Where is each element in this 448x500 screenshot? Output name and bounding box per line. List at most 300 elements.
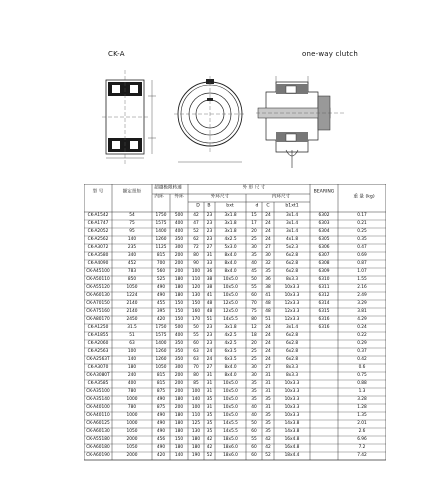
cell-D: 63: [193, 348, 199, 354]
cell-bearing: 6312: [318, 292, 330, 298]
cell-model: CK-A2562: [87, 236, 109, 242]
cell-torque: 1050: [126, 444, 138, 450]
cell-speed-inner: 875: [156, 388, 166, 394]
cell-speed-inner: 1260: [155, 236, 167, 242]
cell-D: 100: [191, 404, 201, 410]
cell-B: 31: [206, 372, 213, 378]
cell-B: 23: [206, 340, 213, 346]
cell-speed-outer: 150: [174, 316, 184, 322]
cell-D: 90: [193, 260, 199, 266]
cell-speed-inner: 490: [156, 420, 166, 426]
cell-B: 27: [206, 244, 213, 250]
cell-b1xt1: 16x4.8: [284, 436, 300, 442]
cell-weight: 1.3: [358, 388, 366, 394]
cell-bxt: 14x5.5: [223, 428, 238, 434]
cell-bearing: 6304: [318, 228, 330, 234]
cell-b1xt1: 6x2.8: [285, 332, 299, 338]
product-title: one-way clutch: [302, 50, 358, 58]
cell-B: 48: [206, 300, 213, 306]
cell-B: 42: [206, 444, 213, 450]
cell-model: CK-A70150: [86, 300, 110, 306]
cell-speed-outer: 180: [174, 276, 184, 282]
cell-model: CK-A2052: [87, 228, 109, 234]
cell-B: 31: [206, 252, 213, 258]
cell-d: 40: [251, 260, 257, 266]
cell-d: 40: [251, 412, 257, 418]
cell-B: 42: [206, 436, 213, 442]
cell-d: 45: [251, 268, 257, 274]
cell-d: 15: [251, 212, 257, 218]
cell-speed-inner: 1125: [155, 244, 167, 250]
cell-weight: 2.16: [357, 284, 367, 290]
cell-weight: 6.96: [357, 436, 367, 442]
cell-b1xt1: 3x1.4: [285, 324, 299, 330]
cell-torque: 140: [127, 356, 137, 362]
cell-model: CK-A3070: [87, 364, 109, 370]
cell-d: 55: [251, 436, 257, 442]
cell-D: 100: [191, 268, 201, 274]
cell-model: CK-A35100: [86, 388, 110, 394]
cell-weight: 0.37: [357, 348, 367, 354]
cell-model: CK-A3072: [87, 244, 109, 250]
cell-bxt: 10x5.0: [223, 388, 238, 394]
cell-d: 60: [251, 452, 257, 458]
cell-speed-inner: 560: [156, 268, 166, 274]
cell-d: 50: [251, 420, 257, 426]
cell-torque: 95: [129, 228, 135, 234]
cell-speed-outer: 150: [174, 436, 184, 442]
cell-speed-outer: 200: [174, 380, 184, 386]
cell-B: 31: [206, 380, 213, 386]
cell-C: 24: [265, 348, 271, 354]
cell-model: CK-A2563: [87, 348, 109, 354]
cell-weight: 1.28: [357, 404, 367, 410]
cell-speed-inner: 700: [156, 260, 166, 266]
cell-speed-inner: 1260: [155, 356, 167, 362]
cell-d: 25: [251, 348, 257, 354]
cell-C: 24: [265, 212, 271, 218]
bearing-front-view: [100, 62, 162, 172]
cell-speed-inner: 455: [156, 300, 166, 306]
cell-bxt: 8x4.0: [224, 252, 237, 258]
cell-speed-outer: 200: [174, 268, 184, 274]
cell-C: 38: [265, 284, 271, 290]
cell-model: CK-A40110: [86, 412, 110, 418]
cell-bxt: 14x5.5: [223, 316, 238, 322]
cell-torque: 63: [129, 340, 135, 346]
cell-speed-outer: 350: [174, 236, 184, 242]
cell-C: 30: [265, 252, 271, 258]
spec-table: [84, 184, 386, 465]
cell-d: 70: [251, 300, 257, 306]
cell-speed-outer: 350: [174, 356, 184, 362]
cell-C: 42: [265, 444, 271, 450]
cell-D: 100: [191, 388, 201, 394]
cell-model: CK-A60180: [86, 444, 110, 450]
cell-B: 35: [206, 412, 213, 418]
header-outer-ring-dims: 外环尺寸: [210, 194, 230, 200]
cell-model: CK-A1542: [87, 212, 109, 218]
cell-speed-outer: 140: [174, 452, 184, 458]
cell-bearing: 6315: [318, 308, 330, 314]
cell-speed-inner: 875: [156, 404, 166, 410]
cell-bxt: 14x5.5: [223, 420, 238, 426]
header-weight: 重 量 (kg): [353, 194, 375, 200]
cell-weight: 0.42: [357, 356, 367, 362]
cell-bxt: 8x4.0: [224, 260, 237, 266]
cell-d: 18: [251, 332, 257, 338]
cell-speed-outer: 180: [174, 292, 184, 298]
cell-B: 24: [206, 348, 213, 354]
cell-torque: 452: [127, 260, 137, 266]
cell-D: 110: [191, 412, 201, 418]
cell-C: 31: [265, 372, 271, 378]
cell-d: 35: [251, 388, 257, 394]
cell-model: CK-A35140: [86, 396, 110, 402]
cell-weight: 1.07: [357, 268, 367, 274]
cell-C: 35: [265, 396, 271, 402]
cell-speed-outer: 400: [174, 228, 184, 234]
cell-speed-inner: 1575: [155, 220, 167, 226]
cell-speed-inner: 1575: [155, 332, 167, 338]
cell-b1xt1: 3x1.4: [285, 228, 299, 234]
cell-weight: 0.21: [357, 220, 367, 226]
cell-C: 48: [265, 308, 271, 314]
cell-speed-outer: 180: [174, 428, 184, 434]
cell-b1xt1: 6x2.8: [285, 268, 299, 274]
cell-bxt: 3x1.8: [224, 212, 237, 218]
cell-speed-inner: 1750: [155, 324, 167, 330]
cell-bxt: 18x5.0: [223, 436, 238, 442]
cell-speed-outer: 200: [174, 260, 184, 266]
cell-D: 80: [193, 252, 199, 258]
cell-b1xt1: 6x2.8: [285, 348, 299, 354]
cell-b1xt1: 4x1.8: [285, 236, 299, 242]
cell-weight: 0.24: [357, 324, 367, 330]
cell-d: 20: [251, 228, 257, 234]
cell-model: CK-A3080T: [86, 372, 110, 378]
cell-torque: 1050: [126, 284, 138, 290]
cell-torque: 2450: [126, 316, 138, 322]
cell-D: 42: [193, 212, 199, 218]
cell-model: CK-A2563T: [86, 356, 110, 362]
cell-D: 190: [191, 452, 201, 458]
cell-speed-outer: 400: [174, 332, 184, 338]
header-inner-ring-dims: 内环尺寸: [271, 194, 291, 200]
cell-torque: 2140: [126, 300, 138, 306]
cell-torque: 1000: [126, 396, 138, 402]
cell-weight: 2.01: [357, 420, 367, 426]
cell-speed-outer: 350: [174, 340, 184, 346]
cell-d: 60: [251, 444, 257, 450]
cell-C: 24: [265, 220, 271, 226]
cell-weight: 0.87: [357, 260, 367, 266]
cell-C: 35: [265, 268, 271, 274]
cell-weight: 0.25: [357, 228, 367, 234]
cell-d: 35: [251, 380, 257, 386]
cell-torque: 1000: [126, 420, 138, 426]
cell-torque: 1050: [126, 428, 138, 434]
cell-B: 38: [206, 284, 213, 290]
cell-torque: 780: [127, 388, 137, 394]
cell-bearing: 6309: [318, 268, 330, 274]
cell-speed-outer: 180: [174, 396, 184, 402]
cell-D: 170: [191, 316, 201, 322]
cell-bearing: 6302: [318, 212, 330, 218]
cell-model: CK-A60125: [86, 420, 110, 426]
cell-b1xt1: 3x1.4: [285, 212, 299, 218]
cell-D: 110: [191, 276, 201, 282]
cell-bxt: 18x6.0: [223, 452, 238, 458]
cell-model: CK-A40100: [86, 404, 110, 410]
cell-bxt: 4x2.5: [224, 332, 237, 338]
cell-b1xt1: 16x4.8: [284, 444, 300, 450]
cell-bearing: 6311: [318, 284, 330, 290]
cell-weight: 0.88: [357, 380, 367, 386]
cell-speed-outer: 400: [174, 220, 184, 226]
cell-bearing: 6316: [318, 324, 330, 330]
header-model: 型 号: [92, 189, 104, 195]
cell-weight: 3.29: [357, 300, 367, 306]
cell-bxt: 12x5.0: [223, 308, 238, 314]
cell-C: 27: [265, 364, 271, 370]
cell-speed-inner: 1260: [155, 348, 167, 354]
cell-model: CK-A50110: [86, 276, 110, 282]
cell-model: CK-A60130: [86, 428, 110, 434]
cell-speed-inner: 1750: [155, 212, 167, 218]
cell-weight: 2.49: [357, 292, 367, 298]
cell-B: 23: [206, 212, 213, 218]
cell-B: 31: [206, 388, 213, 394]
cell-bxt: 10x5.0: [223, 284, 238, 290]
cell-D: 120: [191, 284, 201, 290]
cell-B: 38: [206, 276, 213, 282]
cell-C: 35: [265, 428, 271, 434]
cell-bearing: 6305: [318, 236, 330, 242]
cell-D: 50: [193, 324, 199, 330]
cell-speed-inner: 395: [156, 308, 166, 314]
cell-weight: 0.69: [357, 252, 367, 258]
cell-d: 25: [251, 356, 257, 362]
cell-D: 130: [191, 428, 201, 434]
cell-D: 63: [193, 356, 199, 362]
cell-speed-outer: 500: [174, 212, 184, 218]
cell-bxt: 3x1.8: [224, 228, 237, 234]
cell-b1xt1: 6x2.8: [285, 340, 299, 346]
cell-torque: 140: [127, 236, 137, 242]
cell-model: CK-A45100: [86, 268, 110, 274]
cell-B: 35: [206, 396, 213, 402]
cell-d: 25: [251, 236, 257, 242]
cell-torque: 31.5: [127, 324, 137, 330]
cell-speed-inner: 815: [156, 252, 166, 258]
cell-C: 24: [265, 236, 271, 242]
cell-b1xt1: 12x3.3: [284, 308, 300, 314]
cell-d: 17: [251, 220, 257, 226]
cell-b1xt1: 8x3.3: [285, 364, 299, 370]
cell-speed-outer: 150: [174, 300, 184, 306]
cell-C: 32: [265, 260, 271, 266]
cell-C: 41: [265, 292, 271, 298]
cell-speed-outer: 200: [174, 252, 184, 258]
header-col-d: d: [255, 203, 259, 209]
cell-C: 31: [265, 388, 271, 394]
cell-torque: 2000: [126, 452, 138, 458]
header-bearing: BEARING: [313, 189, 335, 195]
cell-B: 48: [206, 308, 213, 314]
cell-model: CK-A1855: [87, 332, 109, 338]
cell-B: 52: [206, 452, 213, 458]
cell-bearing: 6316: [318, 316, 330, 322]
cell-B: 23: [206, 220, 213, 226]
cell-b1xt1: 10x3.3: [284, 284, 300, 290]
cell-D: 72: [193, 244, 199, 250]
cell-B: 27: [206, 364, 213, 370]
model-header: CK-A: [108, 50, 125, 58]
cell-torque: 235: [127, 244, 137, 250]
cell-bxt: 18x6.0: [223, 444, 238, 450]
cell-d: 30: [251, 372, 257, 378]
cell-d: 75: [251, 308, 257, 314]
cell-speed-inner: 456: [156, 436, 166, 442]
cell-torque: 780: [127, 404, 137, 410]
cell-torque: 51: [129, 332, 135, 338]
cell-speed-inner: 490: [156, 396, 166, 402]
cell-bearing: 6307: [318, 252, 330, 258]
cell-C: 42: [265, 436, 271, 442]
cell-model: CK-A1250: [87, 324, 109, 330]
cell-torque: 400: [127, 380, 137, 386]
cell-bxt: 4x2.5: [224, 340, 237, 346]
cell-d: 12: [251, 324, 257, 330]
header-col-D: D: [196, 203, 200, 209]
cell-C: 24: [265, 228, 271, 234]
header-dimensions: 外 形 尺 寸: [242, 185, 266, 191]
cell-b1xt1: 18x4.4: [284, 452, 300, 458]
cell-bxt: 4x2.5: [224, 236, 237, 242]
cell-b1xt1: 6x2.8: [285, 356, 299, 362]
cell-model: CK-A1747: [87, 220, 109, 226]
cell-D: 80: [193, 372, 199, 378]
cell-d: 55: [251, 284, 257, 290]
cell-D: 150: [191, 300, 201, 306]
cell-speed-outer: 200: [174, 404, 184, 410]
cell-model: CK-A4090: [87, 260, 109, 266]
cell-B: 23: [206, 228, 213, 234]
header-col-B: B: [207, 203, 211, 209]
cell-weight: 0.29: [357, 340, 367, 346]
cell-D: 160: [191, 308, 201, 314]
cell-D: 125: [191, 420, 201, 426]
cell-D: 130: [191, 292, 201, 298]
header-speed-limit: 超越极限转速: [154, 185, 182, 191]
cell-weight: 3.28: [357, 396, 367, 402]
cell-bxt: 3x1.8: [224, 324, 237, 330]
cell-C: 51: [265, 316, 271, 322]
cell-C: 24: [265, 340, 271, 346]
cell-speed-inner: 1400: [155, 228, 167, 234]
cell-B: 41: [206, 292, 213, 298]
cell-speed-inner: 490: [156, 412, 166, 418]
cell-bearing: 6303: [318, 220, 330, 226]
cell-torque: 54: [129, 212, 135, 218]
cell-b1xt1: 6x2.8: [285, 252, 299, 258]
cell-C: 52: [265, 452, 271, 458]
cell-C: 48: [265, 300, 271, 306]
cell-bearing: 6306: [318, 244, 330, 250]
cell-speed-inner: 490: [156, 284, 166, 290]
cell-B: 36: [206, 268, 213, 274]
cell-bearing: 6314: [318, 300, 330, 306]
cell-torque: 1224: [126, 292, 138, 298]
cell-d: 20: [251, 340, 257, 346]
cell-D: 55: [193, 332, 199, 338]
cell-b1xt1: 10x3.3: [284, 412, 300, 418]
cell-speed-inner: 490: [156, 428, 166, 434]
cell-C: 36: [265, 276, 271, 282]
cell-b1xt1: 10x3.3: [284, 404, 300, 410]
cell-B: 51: [206, 316, 213, 322]
cell-D: 62: [193, 236, 199, 242]
cell-torque: 850: [127, 276, 137, 282]
cell-weight: 0.17: [357, 212, 367, 218]
cell-b1xt1: 10x3.3: [284, 388, 300, 394]
cell-bxt: 12x5.0: [223, 300, 238, 306]
header-torque: 额定扭矩: [122, 189, 142, 195]
cell-B: 33: [206, 260, 213, 266]
cell-model: CK-A80170: [86, 316, 110, 322]
cell-C: 35: [265, 412, 271, 418]
cell-model: CK-A55120: [86, 284, 110, 290]
cell-speed-outer: 180: [174, 412, 184, 418]
cell-B: 23: [206, 332, 213, 338]
cell-weight: 0.22: [357, 332, 367, 338]
cell-bxt: 3x1.8: [224, 220, 237, 226]
cell-d: 60: [251, 292, 257, 298]
cell-bxt: 10x5.0: [223, 412, 238, 418]
cell-bxt: 10x5.0: [223, 276, 238, 282]
cell-model: CK-A55180: [86, 436, 110, 442]
cell-speed-outer: 180: [174, 444, 184, 450]
cell-bxt: 6x3.5: [224, 348, 237, 354]
cell-bearing: 6308: [318, 260, 330, 266]
cell-model: CK-A3580: [87, 252, 109, 258]
cell-weight: 0.6: [358, 364, 366, 370]
cell-d: 30: [251, 244, 257, 250]
cell-D: 60: [193, 340, 199, 346]
cell-weight: 0.35: [357, 236, 367, 242]
cell-bxt: 10x5.0: [223, 292, 238, 298]
cell-speed-inner: 525: [156, 276, 166, 282]
cell-b1xt1: 8x3.3: [285, 276, 299, 282]
cell-B: 35: [206, 420, 213, 426]
cell-d: 35: [251, 252, 257, 258]
cell-model: CK-A2060: [87, 340, 109, 346]
cell-B: 24: [206, 356, 213, 362]
header-col-b1xt1: b1xt1: [285, 203, 299, 209]
cell-bxt: 8x4.0: [224, 268, 237, 274]
cell-torque: 340: [127, 252, 137, 258]
cell-weight: 2.6: [358, 428, 366, 434]
cell-torque: 2000: [126, 436, 138, 442]
cell-D: 47: [193, 220, 199, 226]
cell-b1xt1: 10x3.3: [284, 380, 300, 386]
cell-weight: 4.29: [357, 316, 367, 322]
cell-model: CK-A60130: [86, 292, 110, 298]
header-inner-ring: 内环: [154, 194, 164, 200]
cell-speed-inner: 490: [156, 444, 166, 450]
cell-b1xt1: 10x3.3: [284, 292, 300, 298]
